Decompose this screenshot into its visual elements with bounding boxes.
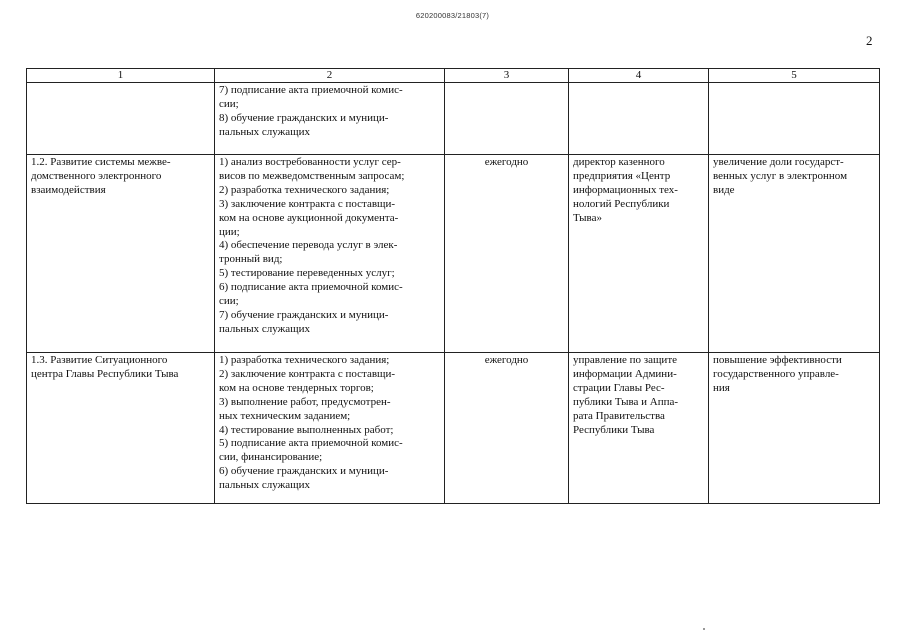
cell-line: виде	[713, 183, 735, 196]
cell-line: сии, финансирование;	[219, 451, 323, 464]
period-cell	[445, 155, 569, 353]
cell-line: публики Тыва и Аппа-	[573, 395, 679, 408]
cell-line: информационных тех-	[573, 183, 678, 196]
item-cell	[27, 353, 215, 504]
cell-line: ния	[713, 381, 730, 394]
table-row	[27, 155, 880, 353]
cell-line: пальных служащих	[219, 322, 310, 335]
column-number-3: 3	[445, 69, 569, 83]
column-number-1: 1	[27, 69, 215, 83]
result-cell	[709, 155, 880, 353]
cell-line: страции Главы Рес-	[573, 381, 665, 394]
cell-line: ции;	[219, 225, 240, 238]
table-row	[27, 353, 880, 504]
cell-line: 6) обучение гражданских и муници-	[219, 465, 389, 478]
cell-line: 1) анализ востребованности услуг сер-	[219, 156, 401, 168]
cell-line: 5) подписание акта приемочной комис-	[219, 437, 403, 450]
steps-cell	[215, 155, 445, 353]
cell-line: повышение эффективности	[713, 354, 842, 366]
cell-line: венных услуг в электронном	[713, 169, 848, 182]
cell-line: 3) выполнение работ, предусмотрен-	[219, 395, 391, 408]
result-cell	[709, 353, 880, 504]
cell-line: государственного управле-	[713, 367, 839, 380]
cell-line: ком на основе тендерных торгов;	[219, 381, 374, 394]
item-cell	[27, 155, 215, 353]
cell-line: 4) обеспечение перевода услуг в элек-	[219, 239, 398, 252]
cell-line: висов по межведомственным запросам;	[219, 169, 405, 182]
scan-speck	[703, 628, 705, 630]
cell-line: сии;	[219, 97, 239, 110]
cell-line: рата Правительства	[573, 409, 665, 422]
cell-line: предприятия «Центр	[573, 169, 671, 182]
cell-line: увеличение доли государст-	[713, 156, 844, 168]
table-row	[27, 83, 880, 155]
column-number-4: 4	[569, 69, 709, 83]
cell-line: ежегодно	[484, 156, 529, 168]
responsible-cell	[569, 155, 709, 353]
cell-line: взаимодействия	[31, 183, 106, 196]
cell-line: ежегодно	[484, 354, 529, 366]
document-id: 620200083/21803(7)	[415, 11, 490, 20]
cell-line: директор казенного	[573, 156, 665, 168]
period-cell	[445, 83, 569, 155]
cell-line: пальных служащих	[219, 479, 310, 492]
cell-line: 1) разработка технического задания;	[219, 354, 390, 366]
cell-line: Республики Тыва	[573, 423, 655, 436]
cell-line: нологий Республики	[573, 197, 670, 210]
steps-cell	[215, 353, 445, 504]
cell-line: 2) заключение контракта с поставщи-	[219, 367, 396, 380]
column-number-2: 2	[215, 69, 445, 83]
cell-line: 1.3. Развитие Ситуационного	[31, 354, 168, 366]
steps-cell	[215, 83, 445, 155]
cell-line: 7) обучение гражданских и муници-	[219, 308, 389, 321]
cell-line: ных техническим заданием;	[219, 409, 351, 422]
column-number-5: 5	[709, 69, 880, 83]
result-cell	[709, 83, 880, 155]
cell-line: тронный вид;	[219, 253, 283, 266]
cell-line: управление по защите	[573, 354, 678, 366]
cell-line: 6) подписание акта приемочной комис-	[219, 281, 403, 294]
item-cell	[27, 83, 215, 155]
cell-line: информации Админи-	[573, 367, 677, 380]
column-number-row	[27, 69, 880, 83]
cell-line: сии;	[219, 295, 239, 308]
cell-line: 4) тестирование выполненных работ;	[219, 423, 394, 436]
period-cell	[445, 353, 569, 504]
cell-line: домственного электронного	[31, 169, 162, 182]
cell-line: 2) разработка технического задания;	[219, 183, 390, 196]
cell-line: 7) подписание акта приемочной комис-	[219, 84, 403, 96]
cell-line: ком на основе аукционной документа-	[219, 211, 399, 224]
page-number: 2	[866, 33, 873, 48]
cell-line: 5) тестирование переведенных услуг;	[219, 267, 395, 280]
cell-line: пальных служащих	[219, 125, 310, 138]
cell-line: 8) обучение гражданских и муници-	[219, 111, 389, 124]
responsible-cell	[569, 83, 709, 155]
responsible-cell	[569, 353, 709, 504]
measures-table	[26, 68, 880, 504]
cell-line: центра Главы Республики Тыва	[31, 367, 179, 380]
cell-line: 3) заключение контракта с поставщи-	[219, 197, 396, 210]
cell-line: 1.2. Развитие системы межве-	[31, 156, 171, 168]
cell-line: Тыва»	[573, 211, 602, 224]
